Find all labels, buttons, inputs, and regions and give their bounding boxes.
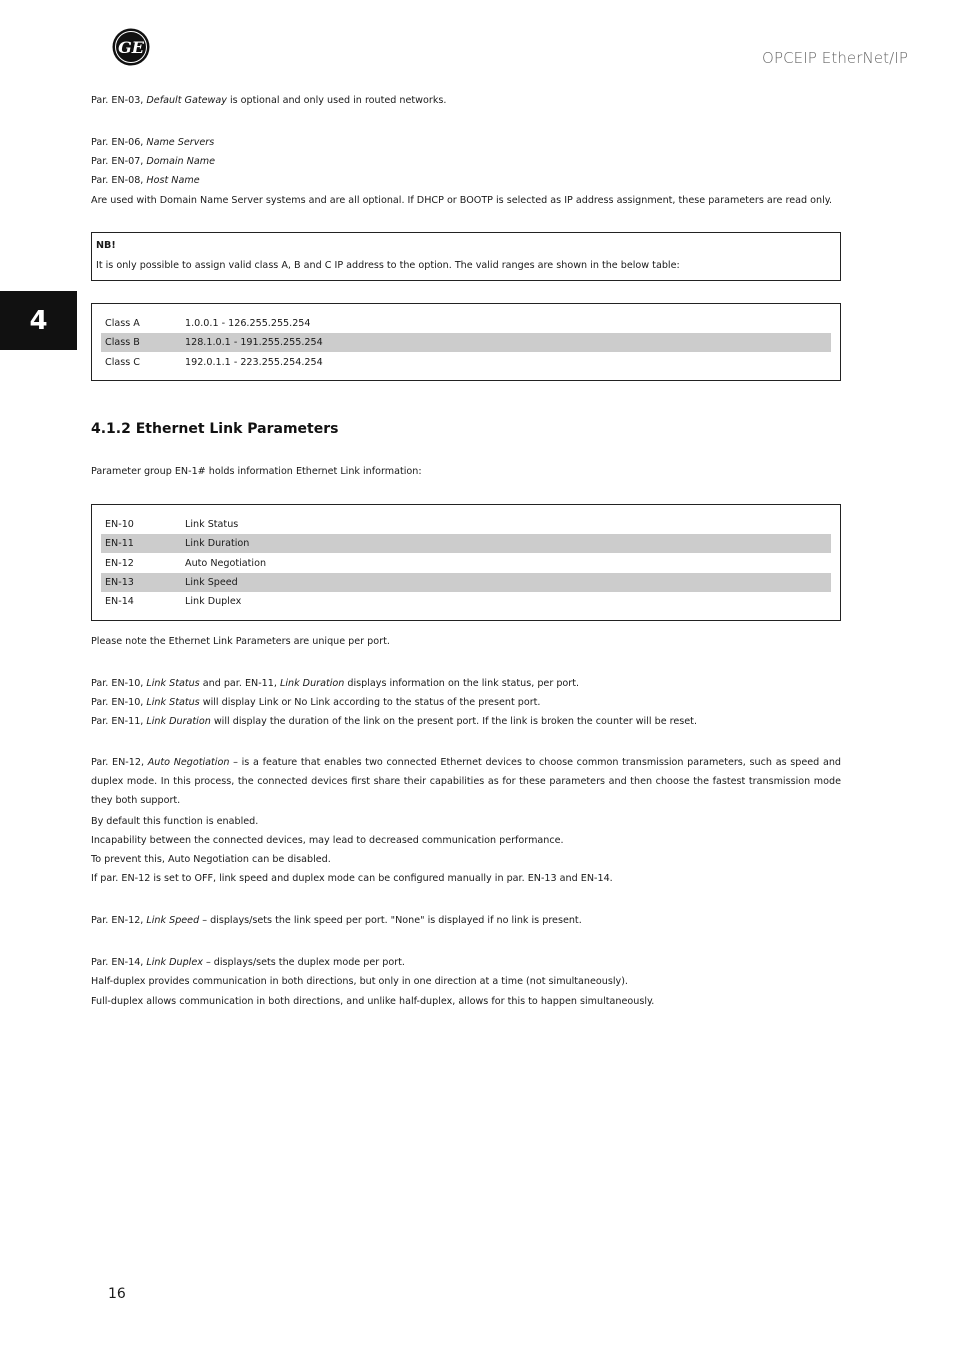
link-duplex-paragraph: Par. EN-14, Link Duplex – displays/sets the duplex mode per port. bbox=[91, 957, 405, 968]
param-name: Link Duration bbox=[185, 538, 250, 549]
class-name: Class A bbox=[105, 318, 140, 329]
param-code: EN-14 bbox=[105, 596, 134, 607]
full-duplex-note: Full-duplex allows communication in both directions, and unlike half-duplex, allows for this to happen simultaneously. bbox=[91, 996, 655, 1007]
auto-negotiation-default: By default this function is enabled. bbox=[91, 816, 259, 827]
table-row bbox=[101, 554, 831, 573]
table-row bbox=[101, 534, 831, 553]
auto-negotiation-prevent: To prevent this, Auto Negotiation can be disabled. bbox=[91, 854, 331, 865]
table-row bbox=[101, 333, 831, 352]
link-status-paragraph: Par. EN-10, Link Status and par. EN-11, Link Duration displays information on the link status, per port. bbox=[91, 678, 580, 689]
domain-name-line: Par. EN-07, Domain Name bbox=[91, 156, 215, 167]
section-intro: Parameter group EN-1# holds information Ethernet Link information: bbox=[91, 466, 422, 477]
param-code: EN-10 bbox=[105, 519, 134, 530]
auto-negotiation-incapability: Incapability between the connected devices, may lead to decreased communication performance. bbox=[91, 835, 564, 846]
class-range: 128.1.0.1 - 191.255.255.254 bbox=[185, 337, 323, 348]
ip-class-table bbox=[91, 303, 841, 381]
gateway-paragraph: Par. EN-03, Default Gateway is optional and only used in routed networks. bbox=[91, 95, 447, 106]
table-row bbox=[101, 515, 831, 534]
page-number: 16 bbox=[108, 1286, 126, 1302]
auto-negotiation-off: If par. EN-12 is set to OFF, link speed and duplex mode can be configured manually in par. EN-13 and EN-14. bbox=[91, 873, 613, 884]
dns-note: Are used with Domain Name Server systems and are all optional. If DHCP or BOOTP is selected as IP address assignment, these parameters are read only. bbox=[91, 195, 833, 206]
auto-negotiation-paragraph: Par. EN-12, Auto Negotiation – is a feature that enables two connected Ethernet devices to choose common transmission parameters, such as speed and duplex mode. In this process, the connected devices first share their capabilities as for these parameters and then choose the fastest transmission mode they both support. bbox=[91, 757, 842, 806]
logo-text: GE bbox=[118, 38, 144, 57]
ge-logo bbox=[112, 28, 150, 66]
unique-note: Please note the Ethernet Link Parameters are unique per port. bbox=[91, 636, 390, 647]
class-name: Class C bbox=[105, 357, 140, 368]
host-name-line: Par. EN-08, Host Name bbox=[91, 175, 200, 186]
param-code: EN-12 bbox=[105, 558, 134, 569]
param-name: Link Status bbox=[185, 519, 239, 530]
link-status-detail: Par. EN-10, Link Status will display Link or No Link according to the status of the present port. bbox=[91, 697, 541, 708]
class-range: 1.0.0.1 - 126.255.255.254 bbox=[185, 318, 311, 329]
document-title: OPCEIP EtherNet/IP bbox=[762, 49, 908, 67]
link-speed-paragraph: Par. EN-12, Link Speed – displays/sets the link speed per port. "None" is displayed if no link is present. bbox=[91, 915, 582, 926]
table-row bbox=[101, 592, 831, 611]
name-servers-line: Par. EN-06, Name Servers bbox=[91, 137, 215, 148]
param-name: Link Speed bbox=[185, 577, 238, 588]
nb-text: It is only possible to assign valid class A, B and C IP address to the option. The valid ranges are shown in the below table: bbox=[96, 260, 680, 271]
param-code: EN-11 bbox=[105, 538, 134, 549]
class-range: 192.0.1.1 - 223.255.254.254 bbox=[185, 357, 323, 368]
param-name: Link Duplex bbox=[185, 596, 242, 607]
table-row bbox=[101, 573, 831, 592]
nb-note-box bbox=[91, 232, 841, 281]
class-name: Class B bbox=[105, 337, 140, 348]
chapter-tab: 4 bbox=[0, 291, 77, 350]
param-name: Auto Negotiation bbox=[185, 558, 267, 569]
section-heading: 4.1.2 Ethernet Link Parameters bbox=[91, 421, 339, 437]
link-parameter-table bbox=[91, 504, 841, 621]
param-code: EN-13 bbox=[105, 577, 134, 588]
table-row bbox=[101, 314, 831, 333]
nb-title: NB! bbox=[96, 240, 116, 251]
table-row bbox=[101, 353, 831, 372]
link-duration-detail: Par. EN-11, Link Duration will display the duration of the link on the present port. If the link is broken the counter will be reset. bbox=[91, 716, 697, 727]
half-duplex-note: Half-duplex provides communication in both directions, but only in one direction at a time (not simultaneously). bbox=[91, 976, 628, 987]
